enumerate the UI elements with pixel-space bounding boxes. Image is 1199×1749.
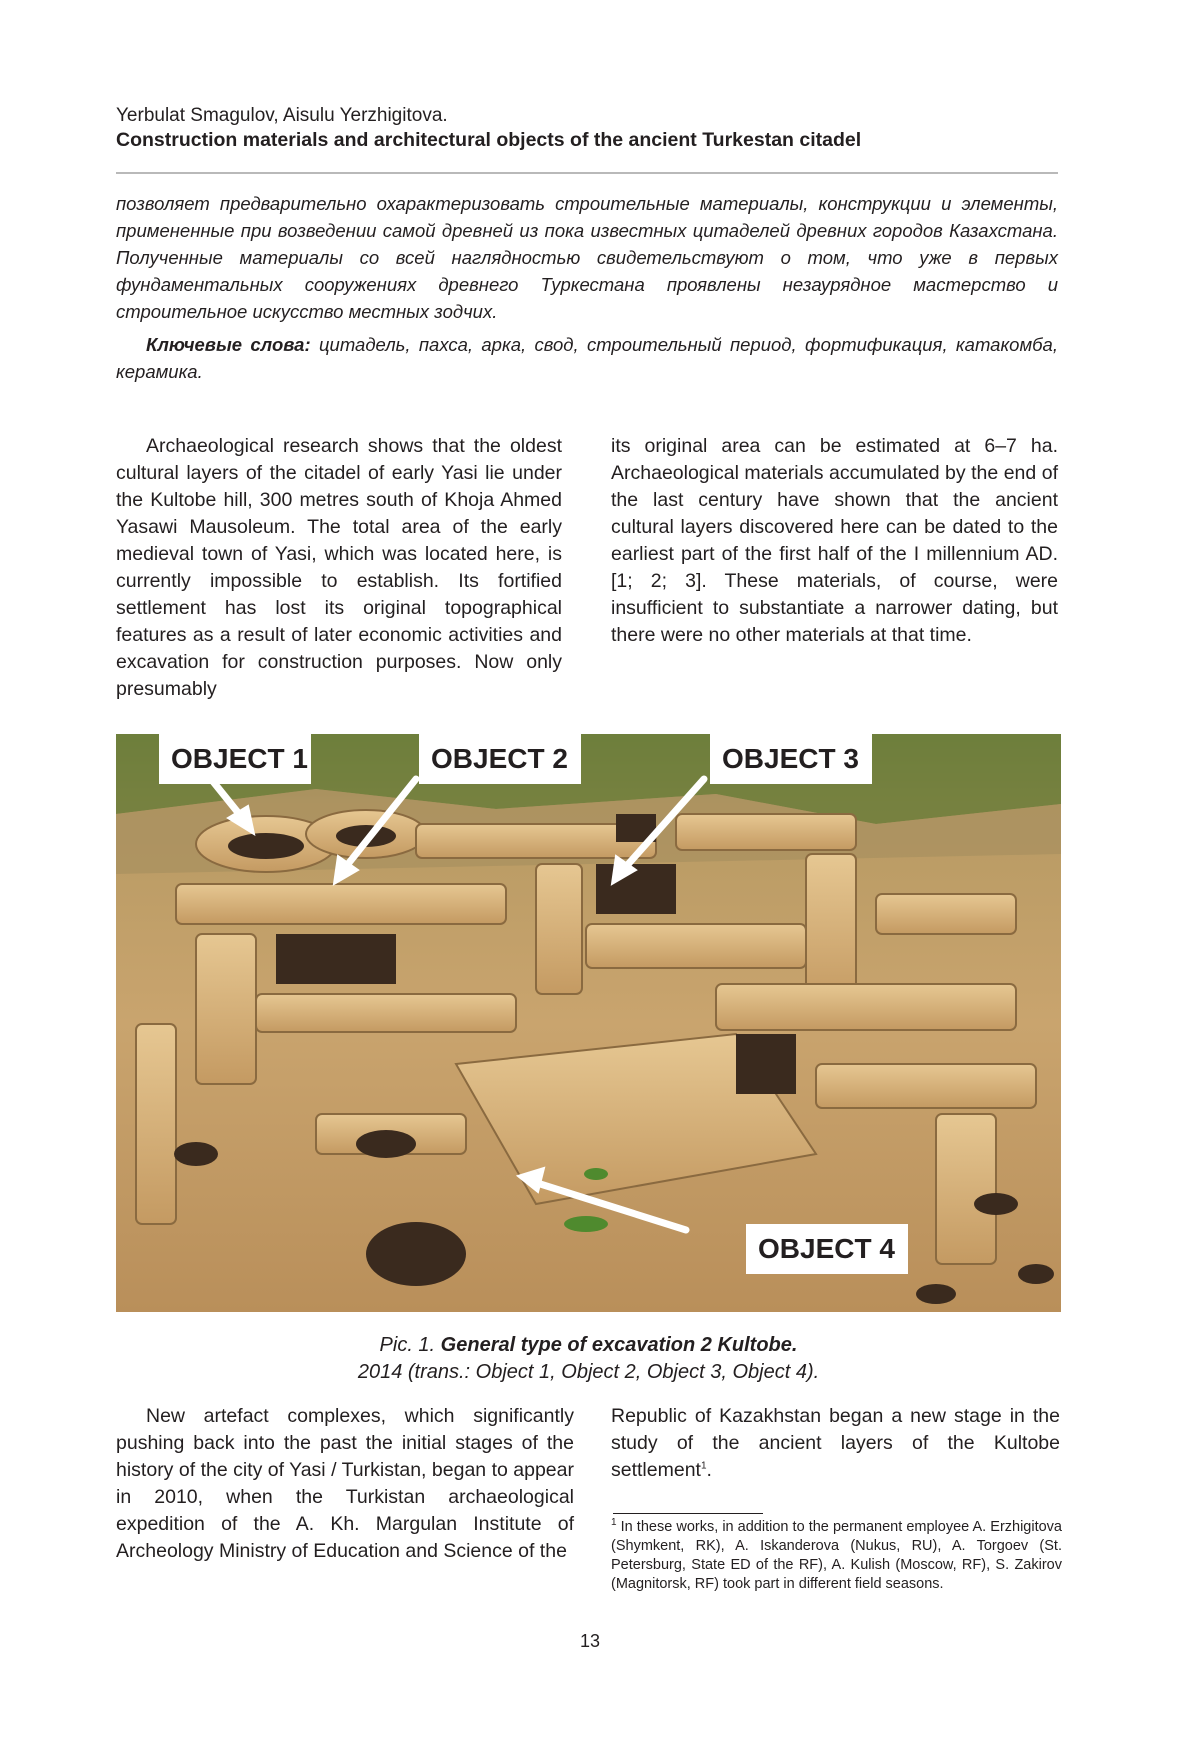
caption-prefix: Pic. 1.: [379, 1334, 441, 1356]
footnote-text: In these works, in addition to the permanent employee A. Erzhigitova (Shymkent, RK), A. Iskanderova (Nukus, RU), A. Torgoev (St. Petersburg, State ED of the RF), A. Kulish (Moscow, RF), S. Zakirov (Magnitorsk, RF) took part in different field seasons.: [611, 1519, 1062, 1592]
abstract-russian: [116, 190, 1058, 385]
excavation-photo: [116, 734, 1061, 1312]
caption-line-1: [116, 1332, 1061, 1359]
body-column-right-bottom: [611, 1403, 1060, 1484]
header-authors: Yerbulat Smagulov, Aisulu Yerzhigitova.: [116, 105, 448, 126]
footnote: [611, 1518, 1062, 1594]
object-4-label: OBJECT 4: [746, 1224, 908, 1274]
footnote-reference[interactable]: 1: [700, 1460, 707, 1472]
keywords-label: Ключевые слова:: [146, 334, 311, 355]
header-title: Construction materials and architectural objects of the ancient Turkestan citadel: [116, 129, 862, 151]
running-header: [116, 104, 1058, 153]
object-1-label: OBJECT 1: [159, 734, 311, 784]
footnote-marker: 1: [611, 1517, 617, 1529]
abstract-text: позволяет предварительно охарактеризовать строительные материалы, конструкции и элементы, примененные при возведении самой древней из пока известных цитаделей древних городов Казахстана. Полученные материалы со всей наглядностью свидетельствуют о том, что уже в первых фундаментальных сооружениях древнего Туркестана проявлены незаурядное мастерство и строительное искусство местных зодчих.: [116, 193, 1058, 322]
body-column-left-bottom: [116, 1403, 574, 1565]
paragraph-2: New artefact complexes, which significantly pushing back into the past the initial stages of the history of the city of Yasi / Turkistan, began to appear in 2010, when the Turkistan archaeological expedition of the A. Kh. Margulan Institute of Archeology Ministry of Education and Science of the: [116, 1405, 574, 1562]
paragraph-1-continued: its original area can be estimated at 6–7 ha. Archaeological materials accumulated by the end of the last century have shown that the ancient cultural layers discovered here can be dated to the earliest part of the first half of the I millennium AD. [1; 2; 3]. These materials, of course, were insufficient to substantiate a narrower dating, but there were no other materials at that time.: [611, 435, 1058, 646]
keywords: [116, 331, 1058, 385]
paragraph-1: Archaeological research shows that the oldest cultural layers of the citadel of early Yasi lie under the Kultobe hill, 300 metres south of Khoja Ahmed Yasawi Mausoleum. The total area of the early medieval town of Yasi, which was located here, is currently impossible to establish. Its fortified settlement has lost its original topographical features as a result of later economic activities and excavation for construction purposes. Now only presumably: [116, 435, 562, 700]
caption-title: General type of excavation 2 Kultobe.: [440, 1334, 798, 1356]
object-2-label: OBJECT 2: [419, 734, 581, 784]
paragraph-2-continued-text: Republic of Kazakhstan began a new stage in the study of the ancient layers of the Kultobe settlement: [611, 1405, 1060, 1481]
header-divider: [116, 172, 1058, 174]
paragraph-2-continued: [611, 1403, 1060, 1484]
page-number: 13: [579, 1631, 601, 1651]
keywords-list: цитадель, пахса, арка, свод, строительный период, фортификация, катакомба, керамика.: [116, 334, 1058, 382]
excavation-illustration: [116, 734, 1061, 1312]
body-column-right-top: [611, 433, 1058, 649]
footnote-divider: [613, 1513, 763, 1514]
paragraph-2-end: .: [706, 1459, 712, 1481]
body-column-left-top: [116, 433, 562, 703]
figure-caption: [116, 1332, 1061, 1386]
object-3-label: OBJECT 3: [710, 734, 872, 784]
caption-line-2: 2014 (trans.: Object 1, Object 2, Object 3, Object 4).: [357, 1361, 820, 1383]
